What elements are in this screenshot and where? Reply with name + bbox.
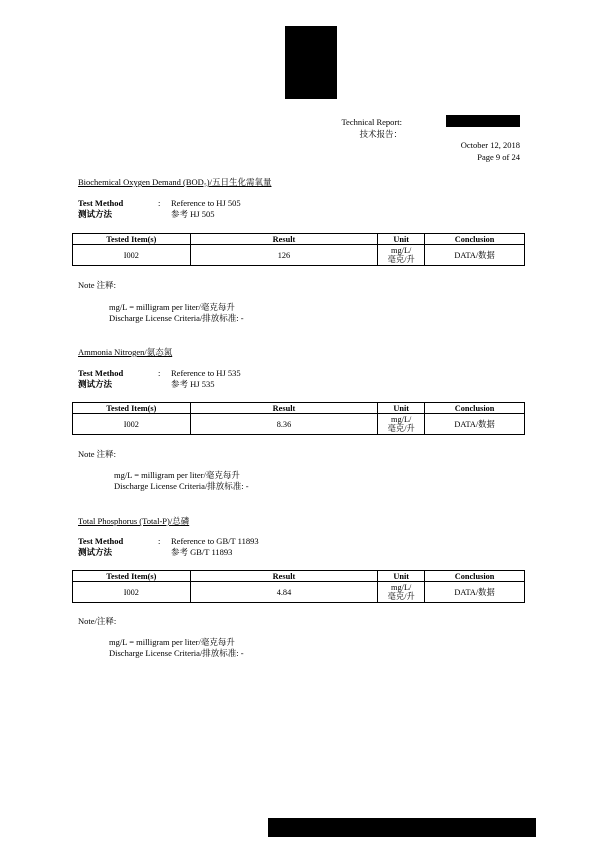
test-method-value-cn: 参考 HJ 505 — [171, 209, 215, 219]
test-method-value: Reference to GB/T 11893 — [171, 536, 259, 546]
note-label: Note/注释: — [78, 616, 117, 626]
report-date: October 12, 2018 — [460, 140, 520, 150]
note-criteria: Discharge License Criteria/排放标准: - — [109, 313, 244, 323]
note-label: Note 注释: — [78, 280, 117, 290]
note-criteria: Discharge License Criteria/排放标准: - — [109, 648, 244, 658]
section-title-phosphorus: Total Phosphorus (Total-P)/总磷 — [78, 516, 190, 526]
note-label: Note 注释: — [78, 449, 117, 459]
note-units: mg/L = milligram per liter/毫克每升 — [109, 302, 235, 312]
cell-unit: mg/L/ 毫克/升 — [378, 414, 425, 435]
header-conclusion: Conclusion — [425, 403, 525, 414]
header-tested-items: Tested Item(s) — [73, 403, 191, 414]
header-conclusion: Conclusion — [425, 571, 525, 582]
report-label-cn: 技术报告： — [359, 129, 402, 139]
cell-result: 4.84 — [190, 582, 378, 603]
table-header-row — [73, 571, 525, 582]
test-method-ammonia — [78, 368, 241, 390]
redacted-report-number — [446, 115, 520, 127]
note-units: mg/L = milligram per liter/毫克每升 — [114, 470, 240, 480]
cell-result: 8.36 — [190, 414, 378, 435]
header-result: Result — [190, 234, 378, 245]
results-table-phosphorus — [72, 570, 525, 603]
test-method-value-cn: 参考 GB/T 11893 — [171, 547, 233, 557]
cell-conclusion: DATA/数据 — [425, 414, 525, 435]
report-label — [290, 116, 402, 140]
test-method-label: Test Method — [78, 198, 124, 208]
test-method-label-cn: 测试方法 — [78, 547, 113, 557]
redacted-footer — [268, 818, 536, 837]
test-method-label-cn: 测试方法 — [78, 209, 113, 219]
colon: : — [158, 198, 161, 208]
test-method-label: Test Method — [78, 536, 124, 546]
header-result: Result — [190, 571, 378, 582]
results-table-ammonia — [72, 402, 525, 435]
test-method-label: Test Method — [78, 368, 124, 378]
results-table-bod — [72, 233, 525, 266]
header-tested-items: Tested Item(s) — [73, 571, 191, 582]
redacted-logo — [285, 26, 337, 99]
header-unit: Unit — [378, 571, 425, 582]
colon: : — [158, 536, 161, 546]
table-row — [73, 582, 525, 603]
header-unit: Unit — [378, 234, 425, 245]
colon: : — [158, 368, 161, 378]
cell-unit: mg/L/ 毫克/升 — [378, 582, 425, 603]
test-method-value: Reference to HJ 535 — [171, 368, 241, 378]
note-body — [109, 637, 244, 659]
test-method-value-cn: 参考 HJ 535 — [171, 379, 215, 389]
cell-conclusion: DATA/数据 — [425, 245, 525, 266]
report-label-en: Technical Report: — [341, 117, 402, 127]
cell-result: 126 — [190, 245, 378, 266]
cell-item: I002 — [73, 245, 191, 266]
note-units: mg/L = milligram per liter/毫克每升 — [109, 637, 235, 647]
header-unit: Unit — [378, 403, 425, 414]
test-method-label-cn: 测试方法 — [78, 379, 113, 389]
header-conclusion: Conclusion — [425, 234, 525, 245]
cell-unit: mg/L/ 毫克/升 — [378, 245, 425, 266]
table-row — [73, 245, 525, 266]
section-title-ammonia: Ammonia Nitrogen/氨态氮 — [78, 347, 173, 357]
cell-item: I002 — [73, 582, 191, 603]
cell-item: I002 — [73, 414, 191, 435]
page-number: Page 9 of 24 — [477, 152, 520, 162]
note-body — [114, 470, 249, 492]
report-date-page — [400, 139, 520, 163]
test-method-value: Reference to HJ 505 — [171, 198, 241, 208]
note-criteria: Discharge License Criteria/排放标准: - — [114, 481, 249, 491]
note-body — [109, 302, 244, 324]
table-header-row — [73, 403, 525, 414]
header-result: Result — [190, 403, 378, 414]
header-tested-items: Tested Item(s) — [73, 234, 191, 245]
cell-conclusion: DATA/数据 — [425, 582, 525, 603]
test-method-bod — [78, 198, 241, 220]
table-row — [73, 414, 525, 435]
test-method-phosphorus — [78, 536, 259, 558]
table-header-row — [73, 234, 525, 245]
section-title-bod: Biochemical Oxygen Demand (BOD₅)/五日生化需氧量 — [78, 177, 272, 187]
